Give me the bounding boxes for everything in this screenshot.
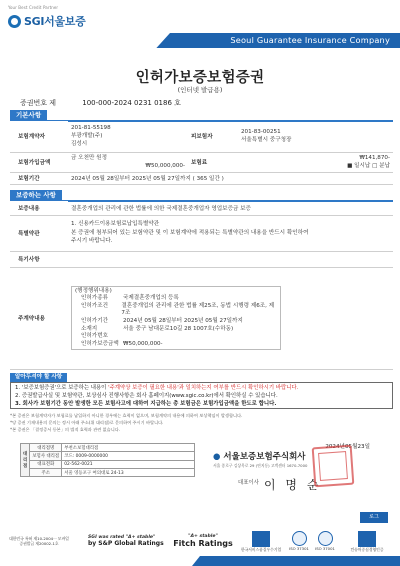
- notice-header: 알아두셔야 할 사항: [10, 373, 67, 382]
- policyholder-label: 보험계약자: [10, 121, 68, 152]
- fine-print: [10, 413, 393, 433]
- notice-line-3: 3. 회사가 보험기간 동안 발생한 모든 보험사고에 대하여 지급하는 총 보험금은 보험가입금액을 한도로 합니다.: [15, 400, 277, 407]
- premium-option-installment: □ 분납: [372, 163, 390, 169]
- sp-rating-text: SGI was rated "A+ stable": [88, 535, 156, 540]
- agent-value: 서울 영등포구 여의대로 24-13: [62, 468, 195, 476]
- brand-bar-stripe: [0, 33, 170, 48]
- beneficiary-line: 서울특별시 중구청장: [241, 137, 292, 144]
- agent-side-label: 대리점: [21, 444, 30, 477]
- policyholder-value: [68, 121, 188, 152]
- iso-badge-icon: [318, 531, 333, 546]
- fine-print-line: *당 증권 기재내용의 문의는 정시 아래 주소(위 대리점)로 문의하여 주시기 바랍니다.: [10, 419, 164, 425]
- agent-key: 보험사 대리점: [30, 452, 62, 460]
- issuer-address: 서울 종로구 김상옥로 29 (연지동) 고객센터 1670-7000: [213, 463, 308, 468]
- agent-key: 대리점명: [30, 444, 62, 452]
- cert-label: 한국서비스품질우수기업: [240, 546, 282, 552]
- patent-note: [8, 530, 70, 552]
- document-title: 인허가보증보험증권: [135, 70, 265, 86]
- logo-text: SGI서울보증: [24, 15, 86, 28]
- main-contract-key: (행정행위내용): [75, 287, 112, 294]
- notice-line-1: [15, 385, 388, 393]
- issuer-logo-icon: ●: [213, 452, 221, 462]
- notice-line-1-num: 1.: [15, 385, 21, 391]
- brand-english-name: Seoul Guarantee Insurance Company: [230, 35, 390, 45]
- beneficiary-line: 201-83-00251: [241, 128, 281, 135]
- fitch-rating: [172, 530, 234, 552]
- premium-amount: ₩141,870-: [359, 154, 390, 161]
- insured-amount-label: 보험가입금액: [10, 152, 68, 172]
- insured-amount-text: 금 오천만 원정: [71, 154, 107, 161]
- agent-key: 대표전화: [30, 460, 62, 468]
- cert-label: 컨슈머중심경영인증: [350, 546, 384, 552]
- issue-date: 2024년05월23일: [325, 444, 370, 450]
- insured-amount-value: [68, 152, 188, 172]
- notice-line-2: 2. 증권발급사실 및 보험약관, 보상심사 진행사항은 회사 홈페이지(www.sgic.co.kr)에서 확인하실 수 있습니다.: [15, 392, 278, 399]
- main-contract-key: 인허가보증금액: [81, 340, 119, 347]
- agent-value: 02-562-0021: [62, 460, 195, 468]
- certificate-number-value: 100-000-2024 0231 0186 호: [82, 99, 181, 107]
- main-contract-val: 2024년 05월 28일부터 2025년 05월 27일까지: [123, 318, 243, 324]
- cert-service-quality: [238, 530, 284, 552]
- policyholder-line: 부광개발(주): [71, 133, 103, 140]
- sp-rating: [88, 530, 166, 552]
- patent-note-text: 대한민국 특허 제10-2004ㅡ 모바일증권발급 제20002-1호: [9, 536, 69, 546]
- premium-option-lump: ■ 일시납: [347, 163, 371, 169]
- main-contract-key: 인허가기간: [81, 318, 109, 324]
- main-contract-row: [75, 295, 277, 303]
- insured-amount-number: ₩50,000,000-: [145, 163, 185, 169]
- iso-badge-icon: [292, 531, 307, 546]
- main-contract-val: 국제결혼중개업의 등록: [123, 295, 179, 302]
- premium-payment-options: [241, 162, 390, 170]
- main-contract-row: [75, 341, 277, 349]
- main-contract-row: [75, 318, 277, 326]
- agent-key: 주소: [30, 468, 62, 476]
- main-contract-label: 주계약내용: [10, 267, 68, 369]
- section-guarantee-header: 보증하는 사항: [10, 190, 62, 201]
- beneficiary-label: 피보험자: [188, 121, 238, 152]
- main-contract-key: 인허가종류: [81, 295, 109, 302]
- section-basic-header: 기본사항: [10, 110, 47, 121]
- insurance-period-value: 2024년 05월 28일부터 2025년 05월 27일까지 ( 365 일간 ): [68, 172, 393, 184]
- guarantee-content-value: 결혼중개업의 관리에 관한 법률에 의한 국제결혼중개업자 영업보증금 보증: [68, 201, 393, 215]
- ceo-signature: 이 명 순: [264, 478, 322, 492]
- main-contract-box: [71, 286, 281, 351]
- agent-table: [20, 443, 195, 477]
- agent-value: 코드: 0009-0000000: [62, 452, 195, 460]
- consumer-cert-icon: [358, 531, 376, 547]
- cert-label: ISO 37001: [315, 546, 335, 551]
- fine-print-line: *본 증권은 보험계약자가 보험료를 납입하지 아니한 경우에는 효력이 없으며, 보험계약의 내용에 의하여 보상책임이 발생합니다.: [10, 413, 243, 418]
- cert-iso-37301: [288, 530, 310, 552]
- footer-tag-button[interactable]: 로그: [360, 512, 388, 523]
- certificate-number: [20, 98, 181, 108]
- main-contract-key: 소재지: [81, 325, 98, 332]
- main-contract-key: 인허가번호: [81, 333, 109, 340]
- guarantee-table: [10, 201, 393, 370]
- issuer-company-text: 서울보증보험주식회사: [223, 452, 306, 462]
- special-terms-line: 주시기 바랍니다.: [71, 238, 113, 245]
- cert-iso-37001: [314, 530, 336, 552]
- policyholder-line: 김성시: [71, 141, 88, 148]
- main-contract-value: [68, 267, 393, 369]
- special-notes-value: [68, 251, 393, 267]
- fitch-rating-name: Fitch Ratings: [173, 539, 233, 548]
- cert-consumer: [340, 530, 394, 552]
- notice-box: [10, 382, 393, 409]
- main-contract-val: 결혼중개업의 관리에 관한 법률 제25조, 동법 시행령 제6조, 제7조: [121, 302, 275, 317]
- main-contract-row: [75, 333, 277, 341]
- special-terms-label: 특별약관: [10, 215, 68, 251]
- fitch-rating-text: "A+ stable": [188, 534, 218, 539]
- sp-rating-name: by S&P Global Ratings: [88, 540, 164, 547]
- special-notes-label: 특기사항: [10, 251, 68, 267]
- policyholder-line: 201-81-55198: [71, 124, 111, 131]
- main-contract-val: ₩50,000,000-: [123, 340, 163, 347]
- logo-tagline: Your Best Credit Partner: [8, 5, 59, 10]
- special-terms-line: 1. 신용카드이용보험료납입특별약관: [71, 221, 160, 228]
- bottom-band-stripe: [0, 556, 200, 566]
- service-quality-icon: [252, 531, 270, 547]
- beneficiary-value: [238, 121, 393, 152]
- special-terms-value: [68, 215, 393, 251]
- certificate-number-label: 증권번호 제: [20, 99, 57, 107]
- ceo-title: 대표이사: [238, 480, 259, 486]
- notice-line-1-highlight: '주계약상 보증이 필요한 내용'과 일치하는지 여부를 반드시 확인하시기 바랍니다.: [108, 385, 299, 391]
- guarantee-content-label: 보증내용: [10, 201, 68, 215]
- company-logo: [8, 13, 85, 29]
- premium-value: [238, 152, 393, 172]
- issuer-company-name: [213, 450, 306, 462]
- document-subtitle: (인터넷 발급용): [177, 86, 223, 94]
- fine-print-line: *본 증권은 「결정증서 등본」의 법적 효력과 관련 없습니다.: [10, 426, 121, 432]
- agent-value: 부천소보험대리점: [62, 444, 195, 452]
- basic-table: [10, 121, 393, 185]
- logo-icon: [8, 15, 21, 28]
- insurance-period-label: 보험기간: [10, 172, 68, 184]
- main-contract-row: [75, 303, 277, 318]
- premium-label: 보험료: [188, 152, 238, 172]
- main-contract-key: 인허가조건: [81, 302, 109, 309]
- notice-line-1-text: '보증보험증권'으로 보증하는 내용이: [21, 385, 109, 391]
- cert-label: ISO 37301: [289, 546, 309, 551]
- special-terms-line: 본 증권에 첨부되어 있는 보험약관 및 이 보험계약에 적용되는 특별약관의 내용을 반드시 확인하여: [71, 229, 309, 236]
- company-seal-icon: [312, 445, 355, 488]
- main-contract-val: 서울 중구 남대문로10길 28 1007호(수하동): [123, 325, 234, 332]
